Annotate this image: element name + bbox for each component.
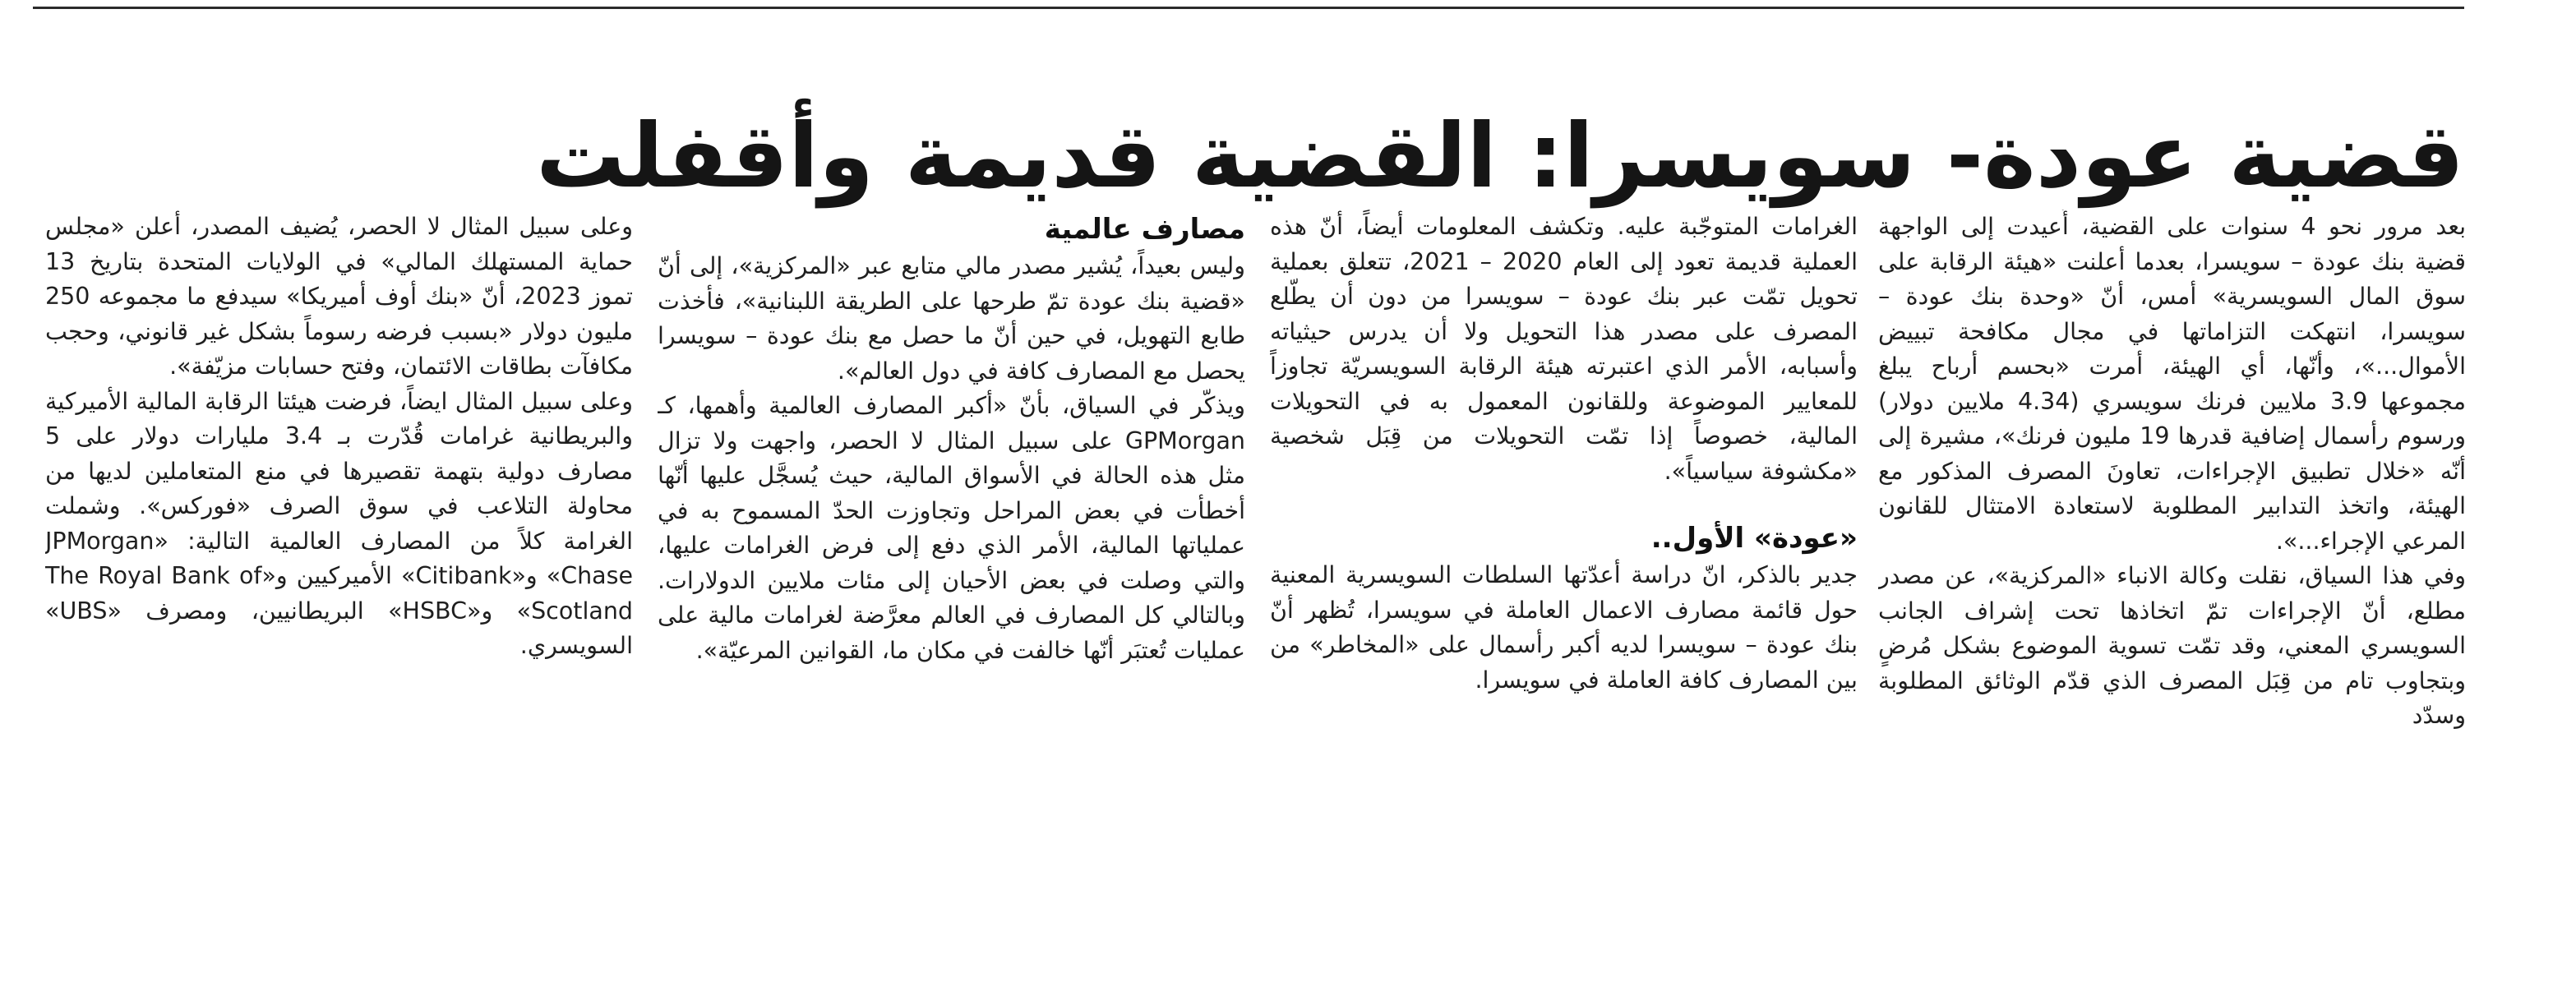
headline: قضية عودة- سويسرا: القضية قديمة وأُقفلت [536,105,2464,209]
paragraph: وفي هذا السياق، نقلت وكالة الانباء «المركزية»، عن مصدر مطلع، أنّ الإجراءات تمّ اتخاذها تحت إشراف الجانب السويسري المعني، وقد تمّت تسوية الموضوع بشكل مُرضٍ وبتجاوب تام من قِبَل المصرف الذي قدّم الوثائق المطلوبة وسدّد [1878,562,2466,729]
column-2 [1270,210,1858,949]
paragraph: بعد مرور نحو 4 سنوات على القضية، أُعيدت إلى الواجهة قضية بنك عودة – سويسرا، بعدما أعلنت «هيئة الرقابة على سوق المال السويسرية» أمس، أنّ «وحدة بنك عودة – سويسرا، انتهكت التزاماتها في مجال مكافحة تبييض الأموال...»، وأنّها، أي الهيئة، أمرت «بحسم أرباح يبلغ مجموعها 3.9 ملايين فرنك سويسري (4.34 ملايين دولار) ورسوم رأسمال إضافية قدرها 19 مليون فرنك»، مشيرة إلى أنّه «خلال تطبيق الإجراءات، تعاونَ المصرف المذكور مع الهيئة، واتخذ التدابير المطلوبة لاستعادة الامتثال للقانون المرعي الإجراء...». [1878,213,2466,555]
column-1 [1878,210,2466,949]
column-4 [45,210,633,949]
paragraph: الغرامات المتوجّبة عليه. وتكشف المعلومات أيضاً، أنّ هذه العملية قديمة تعود إلى العام 2020 – 2021، تتعلق بعملية تحويل تمّت عبر بنك عودة – سويسرا من دون أن يطّلع المصرف على مصدر هذا التحويل ولا أن يدرس حيثياته وأسبابه، الأمر الذي اعتبرته هيئة الرقابة السويسريّة تجاوزاً للمعايير الموضوعة وللقانون المعمول به في التحويلات المالية، خصوصاً إذا تمّت التحويلات من قِبَل شخصية «مكشوفة سياسياً». [1270,213,1858,485]
column-3 [658,210,1245,949]
paragraph: وعلى سبيل المثال ايضاً، فرضت هيئتا الرقابة المالية الأميركية والبريطانية غرامات قُدّرت بـ 3.4 مليارات دولار على 5 مصارف دولية بتهمة تقصيرها في منع المتعاملين لديها من محاولة التلاعب في سوق الصرف «فوركس». وشملت الغرامة كلاً من المصارف العالمية التالية: «JPMorgan Chase» و«Citibank» الأميركيين و«The Royal Bank of Scotland» و«HSBC» البريطانيين، ومصرف «UBS» السويسري. [45,387,633,659]
paragraph: وليس بعيداً، يُشير مصدر مالي متابع عبر «المركزية»، إلى أنّ «قضية بنك عودة تمّ طرحها على الطريقة اللبنانية»، فأخذت طابع التهويل، في حين أنّ ما حصل مع بنك عودة – سويسرا يحصل مع المصارف كافة في دول العالم». [658,252,1245,385]
subheading-audi-first: «عودة» الأول.. [1650,522,1858,555]
top-rule [33,7,2464,9]
paragraph: ويذكّر في السياق، بأنّ «أكبر المصارف العالمية وأهمها، كـ GPMorgan على سبيل المثال لا الحصر، واجهت ولا تزال مثل هذه الحالة في الأسواق المالية، حيث يُسجَّل عليها أنّها أخطأت في بعض المراحل وتجاوزت الحدّ المسموح به في عملياتها المالية، الأمر الذي دفع إلى فرض الغرامات عليها، والتي وصلت في بعض الأحيان إلى مئات ملايين الدولارات. وبالتالي كل المصارف في العالم معرَّضة لغرامات مالية على عمليات تُعتبَر أنّها خالفت في مكان ما، القوانين المرعيّة». [658,392,1245,664]
paragraph: وعلى سبيل المثال لا الحصر، يُضيف المصدر، أعلن «مجلس حماية المستهلك المالي» في الولايات المتحدة بتاريخ 13 تموز 2023، أنّ «بنك أوف أميريكا» سيدفع ما مجموعه 250 مليون دولار «بسبب فرضه رسوماً بشكل غير قانوني، وحجب مكافآت بطاقات الائتمان، وفتح حسابات مزيّفة». [45,213,633,380]
subheading-global-banks: مصارف عالمية [1044,213,1245,246]
paragraph: جدير بالذكر، انّ دراسة أعدّتها السلطات السويسرية المعنية حول قائمة مصارف الاعمال العاملة في سويسرا، تُظهر أنّ بنك عودة – سويسرا لديه أكبر رأسمال على «المخاطر» من بين المصارف كافة العاملة في سويسرا. [1270,561,1858,694]
